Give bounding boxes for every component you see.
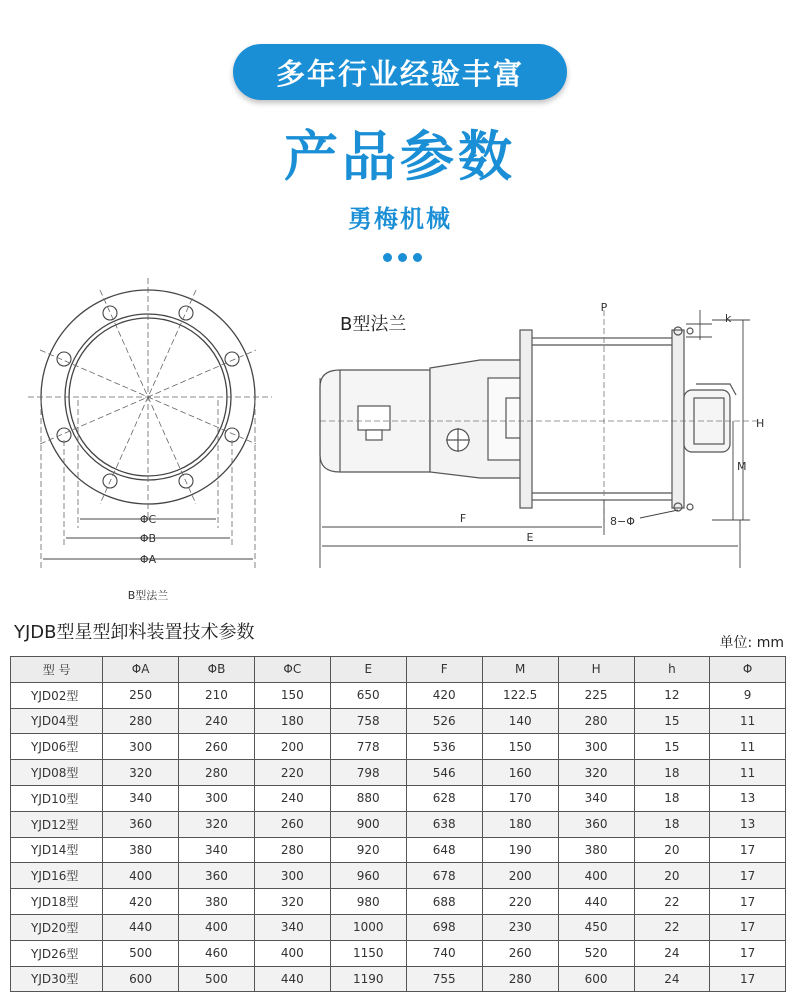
value-cell: 360 [179, 863, 255, 889]
side-view [320, 327, 736, 511]
value-cell: 20 [634, 837, 710, 863]
model-cell: YJD20型 [11, 914, 103, 940]
value-cell: 140 [482, 708, 558, 734]
value-cell: 260 [482, 940, 558, 966]
value-cell: 320 [179, 811, 255, 837]
label-holes: 8−Φ [610, 515, 635, 528]
label-m: M [737, 460, 747, 473]
value-cell: 150 [482, 734, 558, 760]
value-cell: 18 [634, 785, 710, 811]
table-row [11, 889, 786, 915]
value-cell: 300 [103, 734, 179, 760]
value-cell: 450 [558, 914, 634, 940]
column-header: ΦA [103, 657, 179, 683]
value-cell: 22 [634, 914, 710, 940]
value-cell: 960 [330, 863, 406, 889]
value-cell: 1190 [330, 966, 406, 992]
column-header: ΦB [179, 657, 255, 683]
value-cell: 440 [254, 966, 330, 992]
value-cell: 15 [634, 734, 710, 760]
table-row [11, 682, 786, 708]
model-cell: YJD08型 [11, 760, 103, 786]
value-cell: 200 [482, 863, 558, 889]
value-cell: 11 [710, 760, 786, 786]
column-header: E [330, 657, 406, 683]
value-cell: 17 [710, 966, 786, 992]
value-cell: 600 [558, 966, 634, 992]
value-cell: 440 [558, 889, 634, 915]
table-row [11, 785, 786, 811]
column-header: H [558, 657, 634, 683]
table-header-row [11, 657, 786, 683]
value-cell: 1150 [330, 940, 406, 966]
value-cell: 758 [330, 708, 406, 734]
value-cell: 638 [406, 811, 482, 837]
column-header: h [634, 657, 710, 683]
value-cell: 180 [254, 708, 330, 734]
model-cell: YJD14型 [11, 837, 103, 863]
value-cell: 360 [103, 811, 179, 837]
brand-name: 勇梅机械 [348, 205, 452, 233]
value-cell: 320 [103, 760, 179, 786]
value-cell: 628 [406, 785, 482, 811]
value-cell: 15 [634, 708, 710, 734]
value-cell: 17 [710, 837, 786, 863]
flange-front-view [28, 278, 272, 570]
value-cell: 688 [406, 889, 482, 915]
value-cell: 17 [710, 914, 786, 940]
table-row [11, 837, 786, 863]
value-cell: 17 [710, 863, 786, 889]
column-header: F [406, 657, 482, 683]
model-cell: YJD10型 [11, 785, 103, 811]
value-cell: 648 [406, 837, 482, 863]
value-cell: 17 [710, 940, 786, 966]
value-cell: 300 [254, 863, 330, 889]
value-cell: 500 [179, 966, 255, 992]
column-header: M [482, 657, 558, 683]
value-cell: 340 [103, 785, 179, 811]
value-cell: 320 [254, 889, 330, 915]
value-cell: 1000 [330, 914, 406, 940]
label-phi-b: ΦB [139, 532, 157, 545]
technical-drawing [0, 265, 800, 610]
dots-icon [383, 253, 423, 263]
value-cell: 160 [482, 760, 558, 786]
model-cell: YJD06型 [11, 734, 103, 760]
table-row [11, 863, 786, 889]
model-cell: YJD26型 [11, 940, 103, 966]
column-header: 型 号 [11, 657, 103, 683]
value-cell: 210 [179, 682, 255, 708]
value-cell: 400 [103, 863, 179, 889]
model-cell: YJD12型 [11, 811, 103, 837]
value-cell: 190 [482, 837, 558, 863]
label-h: H [756, 417, 765, 430]
label-phi-a: ΦA [139, 553, 157, 566]
table-row [11, 760, 786, 786]
label-e: E [526, 531, 534, 544]
value-cell: 150 [254, 682, 330, 708]
table-row [11, 914, 786, 940]
spec-table [10, 656, 786, 992]
value-cell: 13 [710, 785, 786, 811]
model-cell: YJD30型 [11, 966, 103, 992]
value-cell: 240 [179, 708, 255, 734]
value-cell: 200 [254, 734, 330, 760]
value-cell: 880 [330, 785, 406, 811]
value-cell: 320 [558, 760, 634, 786]
value-cell: 798 [330, 760, 406, 786]
banner: 多年行业经验丰富 [233, 44, 567, 100]
value-cell: 17 [710, 889, 786, 915]
value-cell: 500 [103, 940, 179, 966]
value-cell: 400 [558, 863, 634, 889]
value-cell: 778 [330, 734, 406, 760]
value-cell: 300 [558, 734, 634, 760]
value-cell: 24 [634, 966, 710, 992]
value-cell: 300 [179, 785, 255, 811]
value-cell: 250 [103, 682, 179, 708]
value-cell: 360 [558, 811, 634, 837]
value-cell: 260 [179, 734, 255, 760]
value-cell: 380 [179, 889, 255, 915]
column-header: Φ [710, 657, 786, 683]
value-cell: 170 [482, 785, 558, 811]
page-title: 产品参数 [284, 125, 516, 188]
value-cell: 280 [482, 966, 558, 992]
table-row [11, 708, 786, 734]
value-cell: 280 [103, 708, 179, 734]
value-cell: 220 [482, 889, 558, 915]
value-cell: 546 [406, 760, 482, 786]
flange-caption: B型法兰 [127, 589, 169, 602]
value-cell: 740 [406, 940, 482, 966]
value-cell: 400 [179, 914, 255, 940]
label-p: P [600, 301, 608, 314]
value-cell: 400 [254, 940, 330, 966]
value-cell: 920 [330, 837, 406, 863]
value-cell: 20 [634, 863, 710, 889]
value-cell: 380 [558, 837, 634, 863]
value-cell: 18 [634, 760, 710, 786]
value-cell: 280 [179, 760, 255, 786]
value-cell: 420 [103, 889, 179, 915]
value-cell: 180 [482, 811, 558, 837]
table-row [11, 811, 786, 837]
model-cell: YJD18型 [11, 889, 103, 915]
value-cell: 340 [254, 914, 330, 940]
unit-label: 单位: mm [719, 635, 784, 651]
value-cell: 755 [406, 966, 482, 992]
value-cell: 340 [179, 837, 255, 863]
value-cell: 280 [558, 708, 634, 734]
value-cell: 526 [406, 708, 482, 734]
value-cell: 980 [330, 889, 406, 915]
model-cell: YJD04型 [11, 708, 103, 734]
value-cell: 22 [634, 889, 710, 915]
value-cell: 18 [634, 811, 710, 837]
value-cell: 340 [558, 785, 634, 811]
label-phi-c: ΦC [139, 513, 157, 526]
value-cell: 12 [634, 682, 710, 708]
value-cell: 420 [406, 682, 482, 708]
model-cell: YJD16型 [11, 863, 103, 889]
value-cell: 24 [634, 940, 710, 966]
table-row [11, 940, 786, 966]
table-row [11, 966, 786, 992]
value-cell: 122.5 [482, 682, 558, 708]
value-cell: 900 [330, 811, 406, 837]
side-view-caption: B型法兰 [340, 314, 407, 335]
value-cell: 440 [103, 914, 179, 940]
value-cell: 9 [710, 682, 786, 708]
value-cell: 380 [103, 837, 179, 863]
value-cell: 520 [558, 940, 634, 966]
label-f: F [459, 512, 467, 525]
value-cell: 260 [254, 811, 330, 837]
value-cell: 13 [710, 811, 786, 837]
value-cell: 220 [254, 760, 330, 786]
table-title: YJDB型星型卸料装置技术参数 [14, 622, 255, 643]
column-header: ΦC [254, 657, 330, 683]
value-cell: 678 [406, 863, 482, 889]
value-cell: 536 [406, 734, 482, 760]
value-cell: 460 [179, 940, 255, 966]
value-cell: 650 [330, 682, 406, 708]
value-cell: 11 [710, 708, 786, 734]
value-cell: 600 [103, 966, 179, 992]
value-cell: 230 [482, 914, 558, 940]
value-cell: 698 [406, 914, 482, 940]
value-cell: 280 [254, 837, 330, 863]
value-cell: 225 [558, 682, 634, 708]
model-cell: YJD02型 [11, 682, 103, 708]
value-cell: 11 [710, 734, 786, 760]
label-k: k [725, 312, 732, 325]
value-cell: 240 [254, 785, 330, 811]
table-row [11, 734, 786, 760]
